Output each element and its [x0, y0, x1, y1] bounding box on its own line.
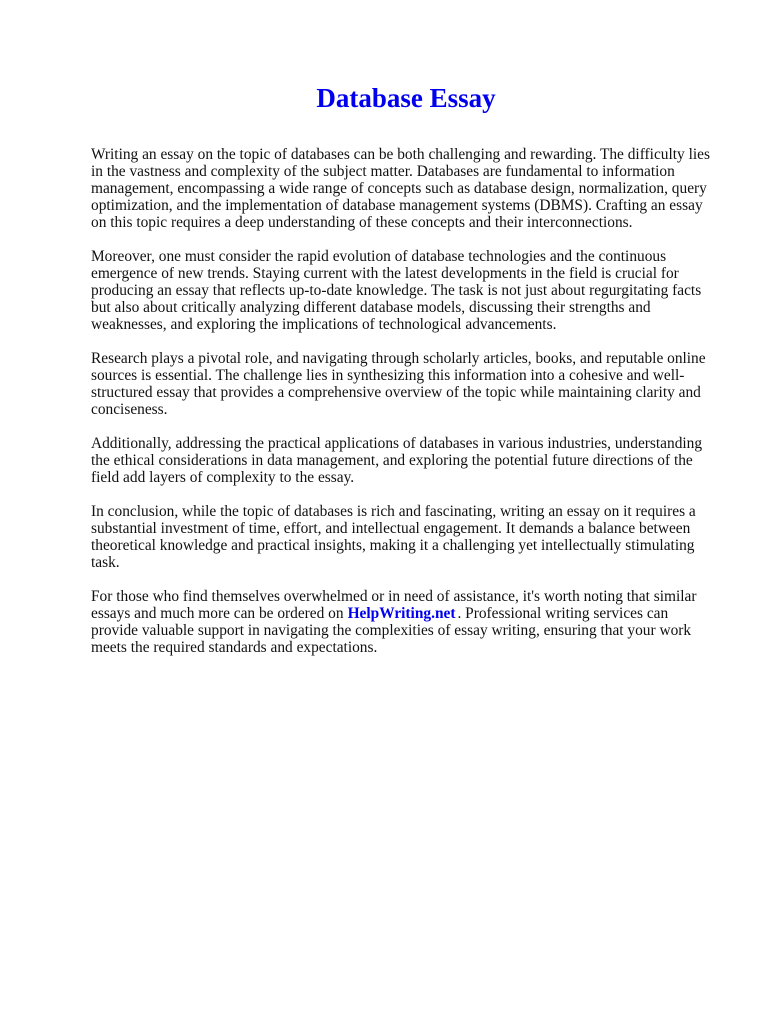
essay-body: [91, 146, 719, 673]
paragraph-4: Additionally, addressing the practical applications of databases in various industries, understanding the ethical considerations in data management, and exploring the potential future directions of the field add layers of complexity to the essay.: [91, 435, 703, 486]
paragraph-6-text-after-link: . Professional writing services can provide valuable support in navigating the complexities of essay writing, ensuring that your work meets the required standards and expectations.: [91, 605, 692, 656]
paragraph-5: In conclusion, while the topic of databases is rich and fascinating, writing an essay on it requires a substantial investment of time, effort, and intellectual engagement. It demands a balance between theoretical knowledge and practical insights, making it a challenging yet intellectually stimulating task.: [91, 503, 696, 571]
page-title: Database Essay: [316, 83, 496, 113]
paragraph-3: Research plays a pivotal role, and navigating through scholarly articles, books, and reputable online sources is essential. The challenge lies in synthesizing this information into a cohesive and well-structured essay that provides a comprehensive overview of the topic while maintaining clarity and conciseness.: [91, 350, 706, 418]
paragraph-2: Moreover, one must consider the rapid evolution of database technologies and the continuous emergence of new trends. Staying current with the latest developments in the field is crucial for producing an essay that reflects up-to-date knowledge. The task is not just about regurgitating facts but also about critically analyzing different database models, discussing their strengths and weaknesses, and exploring the implications of technological advancements.: [91, 248, 702, 333]
paragraph-1: Writing an essay on the topic of databases can be both challenging and rewarding. The difficulty lies in the vastness and complexity of the subject matter. Databases are fundamental to information management, encompassing a wide range of concepts such as database design, normalization, query optimization, and the implementation of database management systems (DBMS). Crafting an essay on this topic requires a deep understanding of these concepts and their interconnections.: [91, 146, 710, 231]
paragraph-6: [91, 588, 719, 656]
paragraph-6-text-before-link: For those who find themselves overwhelmed or in need of assistance, it's worth noting that similar essays and much more can be ordered on: [91, 588, 697, 622]
helpwriting-link[interactable]: HelpWriting.net: [347, 605, 456, 622]
